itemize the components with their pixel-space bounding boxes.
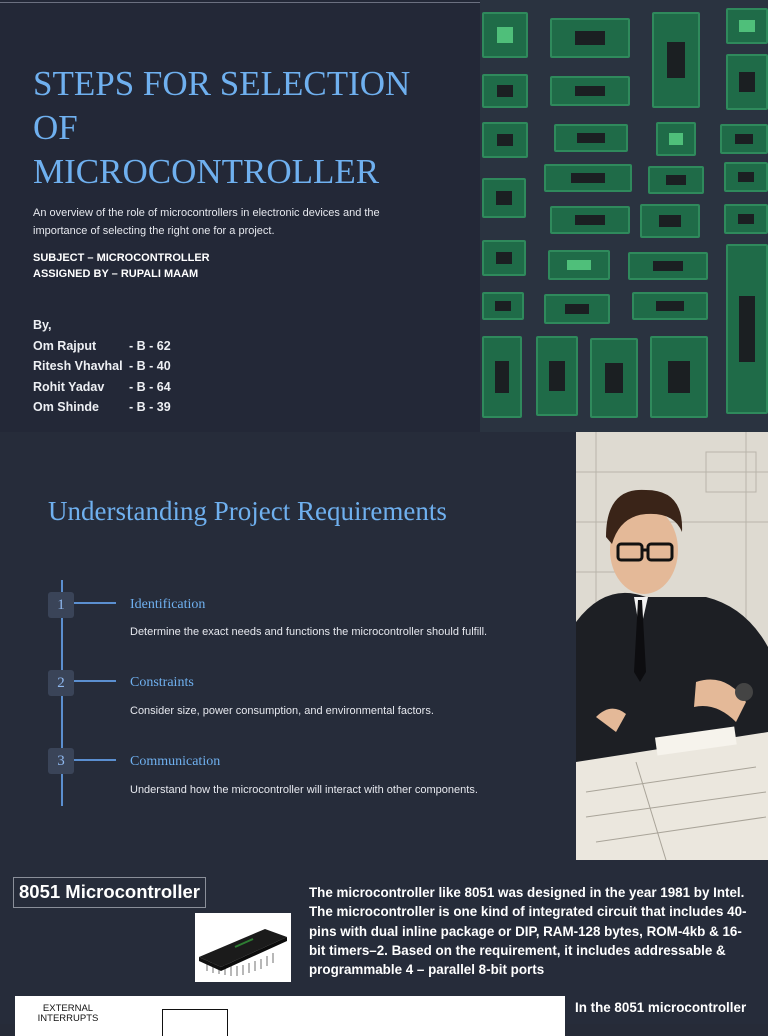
board-image [648,166,704,194]
board-image [550,18,630,58]
board-image [724,162,768,192]
step-description: Understand how the microcontroller will interact with other components. [130,784,478,796]
step-title: Constraints [130,675,194,690]
member-row [33,377,171,398]
member-roll: - B - 64 [129,379,171,394]
member-name: Om Shinde [33,400,99,414]
engineer-photo [576,432,768,860]
microcontroller-boards-image [480,0,768,432]
board-image [482,336,522,418]
title-slide [0,0,768,432]
member-row [33,356,171,377]
board-image [482,178,526,218]
board-image [652,12,700,108]
member-roll: - B - 62 [129,338,171,353]
block-diagram [15,996,565,1036]
step-number-badge: 1 [48,592,74,618]
by-label: By, [33,318,52,332]
step-description: Determine the exact needs and functions the microcontroller should fulfill. [130,626,488,638]
step-number-badge: 3 [48,748,74,774]
subject-line: SUBJECT – MICROCONTROLLER [33,252,210,264]
ic-chip-image [195,913,291,982]
board-image [482,240,526,276]
board-image [640,204,700,238]
board-image [650,336,708,418]
assigned-by-line: ASSIGNED BY – RUPALI MAAM [33,268,199,280]
board-image [544,164,632,192]
overview-text: An overview of the role of microcontrollers in electronic devices and the importance of selecting the right one for a project. [33,207,380,237]
board-image [548,250,610,280]
engineer-illustration [576,432,768,860]
board-image [720,124,768,154]
board-image [656,122,696,156]
board-image [482,122,528,158]
8051-slide [0,860,768,1024]
top-divider [0,2,480,3]
member-name: Rohit Yadav [33,379,105,394]
section-heading: 8051 Microcontroller [13,877,206,908]
step-title: Identification [130,597,206,612]
timeline-tick [74,680,116,682]
board-image [632,292,708,320]
member-row [33,397,171,418]
diagram-label: EXTERNAL INTERRUPTS [37,1003,99,1024]
subject-block [33,250,210,282]
member-name: Om Rajput [33,338,97,353]
authors-block [33,315,171,418]
board-image [554,124,628,152]
8051-description: The microcontroller like 8051 was designed in the year 1981 by Intel. The microcontroller is one kind of integrated circuit that includes 40-pins with dual inline package or DIP, RAM-128 bytes, ROM-4kb & 16-bit timers–2. Based on the requirement, it includes addressable & programmable 4 – parallel 8-bit ports [309,885,747,978]
presentation-title: STEPS FOR SELECTION OF MICROCONTROLLER [33,64,411,191]
8051-description-continued: In the 8051 microcontroller [575,1000,747,1015]
step-title: Communication [130,754,221,769]
section-title: Understanding Project Requirements [48,496,447,526]
board-image [482,74,528,108]
step-description: Consider size, power consumption, and environmental factors. [130,705,434,717]
board-image [544,294,610,324]
member-roll: - B - 40 [129,359,171,373]
dip-chip-icon [195,913,291,982]
diagram-block [162,1009,228,1036]
board-image [550,76,630,106]
board-image [590,338,638,418]
board-image [482,292,524,320]
member-roll: - B - 39 [129,400,171,414]
timeline-tick [74,602,116,604]
board-image [536,336,578,416]
board-image [726,54,768,110]
board-image [724,204,768,234]
timeline-tick [74,759,116,761]
board-image [726,8,768,44]
member-row [33,336,171,357]
board-image [628,252,708,280]
requirements-slide [0,432,768,860]
member-name: Ritesh Vhavhal [33,359,123,373]
board-image [726,244,768,414]
board-image [482,12,528,58]
board-image [550,206,630,234]
step-number-badge: 2 [48,670,74,696]
